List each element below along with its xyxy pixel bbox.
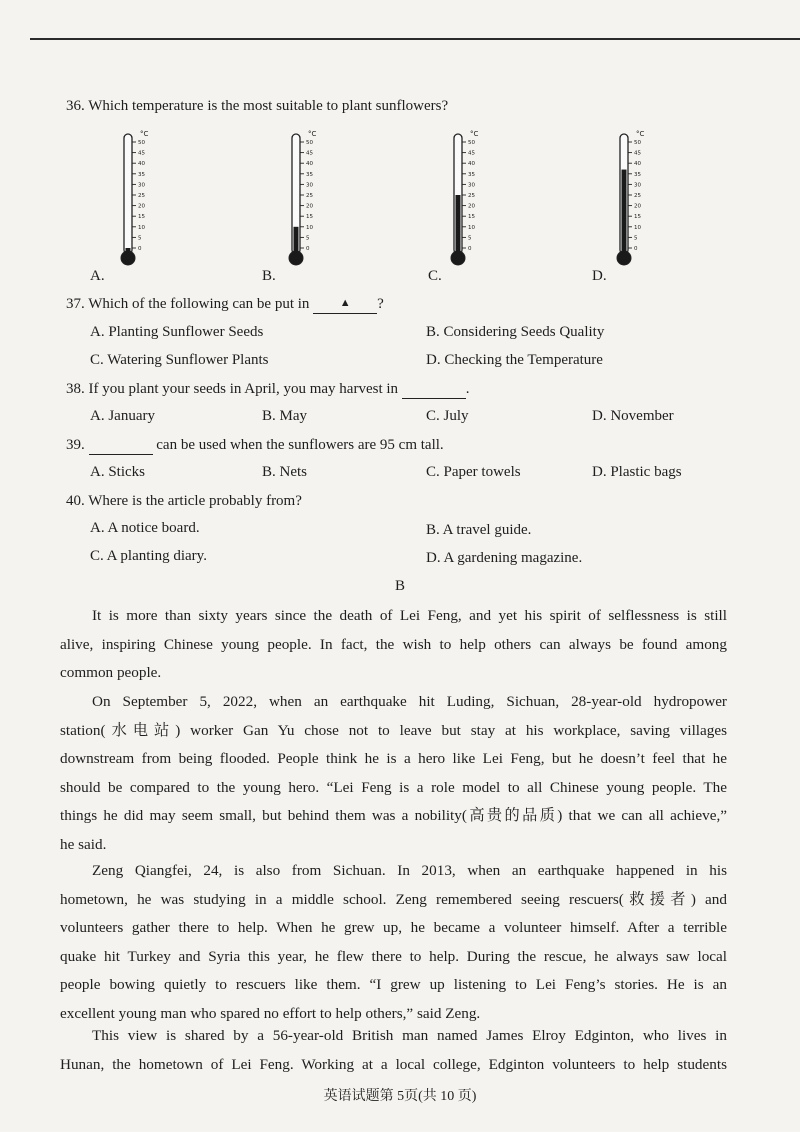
passage-line: station(水电站) worker Gan Yu chose not to leave but stay at his workplace, saving villages <box>60 721 727 739</box>
answer-blank-38[interactable] <box>402 381 466 399</box>
unit-label: °C <box>470 130 479 138</box>
option-38-d[interactable]: D. November <box>592 408 674 424</box>
tick-label: 10 <box>468 224 475 231</box>
passage-line: should be compared to the young hero. “Lei Feng is a role model to all Chinese young people. The <box>60 778 727 796</box>
tick-label: 30 <box>468 182 475 189</box>
passage-line: excellent young man who spared no effort to help others,” said Zeng. <box>60 1004 481 1022</box>
thermometer-d-icon <box>606 128 666 268</box>
tick-label: 15 <box>306 214 313 221</box>
option-39-a[interactable]: A. Sticks <box>90 464 146 480</box>
thermometer-tube <box>124 134 132 254</box>
tick-label: 35 <box>468 171 475 178</box>
question-38-mark: . <box>465 381 470 397</box>
tick-label: 45 <box>138 150 145 157</box>
tick-label: 5 <box>468 235 472 242</box>
question-40: 40. Where is the article probably from? <box>66 493 302 509</box>
question-37-mark: ? <box>377 296 384 312</box>
question-38 <box>66 381 470 399</box>
question-38-text: 38. If you plant your seeds in April, you may harvest in <box>66 381 399 397</box>
tick-label: 15 <box>634 214 641 221</box>
tick-label: 30 <box>306 182 313 189</box>
option-40-a[interactable]: A. A notice board. <box>90 520 200 536</box>
tick-label: 15 <box>468 214 475 221</box>
tick-label: 20 <box>138 203 145 210</box>
question-39-text: can be used when the sunflowers are 95 cm tall. <box>156 437 444 453</box>
passage-line: volunteers gather there to help. When he grew up, he became a volunteer himself. After a terrible <box>60 919 727 936</box>
tick-label: 0 <box>138 246 142 252</box>
passage-line: people bowing quietly to rescuers like them. “I grew up listening to Lei Feng’s stories. He is an <box>60 976 727 993</box>
mercury-column <box>456 195 461 256</box>
option-40-b[interactable]: B. A travel guide. <box>426 522 532 538</box>
passage-paragraph-3 <box>60 857 727 1028</box>
passage-line: quake hit Turkey and Syria this year, he flew there to help. During the rescue, he always saw local <box>60 947 727 965</box>
passage-line: hometown, he was studying in a middle school. Zeng remembered seeing rescuers(救援者) and <box>60 890 727 908</box>
passage-line: It is more than sixty years since the death of Lei Feng, and yet his spirit of selflessness is still <box>92 607 727 624</box>
answer-blank-37[interactable] <box>313 296 377 314</box>
mercury-column <box>126 248 131 256</box>
unit-label: °C <box>308 130 317 138</box>
tick-label: 50 <box>138 140 145 146</box>
tick-label: 40 <box>634 161 641 168</box>
option-37-d[interactable]: D. Checking the Temperature <box>426 352 603 368</box>
tick-label: 15 <box>138 214 145 221</box>
option-36-a[interactable]: A. <box>90 268 105 284</box>
passage-line: alive, inspiring Chinese young people. In fact, the wish to help others can always be found among <box>60 635 727 653</box>
passage-line: things he did may seem small, but behind them was a nobility(高贵的品质) that we can all achieve,” <box>60 807 727 824</box>
mercury-column <box>622 170 627 256</box>
option-39-c[interactable]: C. Paper towels <box>426 464 521 480</box>
option-37-b[interactable]: B. Considering Seeds Quality <box>426 324 605 340</box>
tick-label: 50 <box>306 140 313 146</box>
answer-blank-39[interactable] <box>89 437 153 455</box>
tick-label: 20 <box>468 203 475 210</box>
question-37-text: 37. Which of the following can be put in <box>66 296 310 312</box>
header-rule <box>30 38 800 40</box>
tick-label: 40 <box>468 161 475 168</box>
option-39-b[interactable]: B. Nets <box>262 464 307 480</box>
passage-line: he said. <box>60 835 107 853</box>
tick-label: 35 <box>306 171 313 178</box>
mercury-column <box>294 227 299 256</box>
question-37 <box>66 296 384 314</box>
passage-paragraph-4 <box>60 1022 727 1079</box>
tick-label: 35 <box>634 171 641 178</box>
tick-label: 45 <box>306 150 313 157</box>
tick-label: 10 <box>634 224 641 231</box>
option-36-d[interactable]: D. <box>592 268 607 284</box>
tick-label: 5 <box>306 235 310 242</box>
passage-line: downstream from being flooded. People think he is a hero like Lei Feng, but he doesn’t feel that he <box>60 750 727 767</box>
tick-label: 25 <box>306 193 313 199</box>
question-39-number: 39. <box>66 437 85 453</box>
tick-label: 35 <box>138 171 145 178</box>
tick-label: 50 <box>634 140 641 146</box>
tick-label: 0 <box>634 246 638 252</box>
tick-label: 10 <box>306 224 313 231</box>
passage-line: common people. <box>60 664 162 681</box>
tick-label: 5 <box>138 235 142 242</box>
thermometer-b-icon <box>278 128 338 268</box>
option-37-a[interactable]: A. Planting Sunflower Seeds <box>90 324 264 340</box>
tick-label: 25 <box>138 193 145 199</box>
tick-label: 5 <box>634 235 638 242</box>
passage-paragraph-2 <box>60 688 727 859</box>
unit-label: °C <box>140 130 149 138</box>
tick-label: 30 <box>634 182 641 189</box>
tick-label: 25 <box>634 193 641 199</box>
passage-paragraph-1 <box>60 602 727 688</box>
passage-line: This view is shared by a 56-year-old British man named James Elroy Edginton, who lives in <box>92 1027 727 1044</box>
tick-label: 25 <box>468 193 475 199</box>
option-36-c[interactable]: C. <box>428 268 442 284</box>
tick-label: 30 <box>138 182 145 189</box>
passage-line: On September 5, 2022, when an earthquake hit Luding, Sichuan, 28-year-old hydropower <box>92 693 727 710</box>
triangle-icon: ▲ <box>339 297 351 309</box>
tick-label: 50 <box>468 140 475 146</box>
passage-line: Zeng Qiangfei, 24, is also from Sichuan. In 2013, when an earthquake happened in his <box>92 862 727 879</box>
option-38-b[interactable]: B. May <box>262 408 307 424</box>
thermometer-a-icon <box>110 128 170 268</box>
option-36-b[interactable]: B. <box>262 268 276 284</box>
option-38-c[interactable]: C. July <box>426 408 469 424</box>
page-footer: 英语试题第 5页(共 10 页) <box>323 1089 477 1104</box>
option-40-c[interactable]: C. A planting diary. <box>90 548 207 564</box>
option-38-a[interactable]: A. January <box>90 408 155 424</box>
passage-line: Hunan, the hometown of Lei Feng. Working at a local college, Edginton volunteers to help students <box>60 1055 727 1073</box>
option-39-d[interactable]: D. Plastic bags <box>592 464 682 480</box>
unit-label: °C <box>636 130 645 138</box>
question-39 <box>66 437 444 455</box>
tick-label: 45 <box>468 150 475 157</box>
option-40-d[interactable]: D. A gardening magazine. <box>426 550 583 566</box>
tick-label: 10 <box>138 224 145 231</box>
question-36: 36. Which temperature is the most suitable to plant sunflowers? <box>66 98 449 114</box>
tick-label: 20 <box>634 203 641 210</box>
tick-label: 0 <box>306 246 310 252</box>
tick-label: 20 <box>306 203 313 210</box>
tick-label: 40 <box>306 161 313 168</box>
thermometer-c-icon <box>440 128 500 268</box>
tick-label: 45 <box>634 150 641 157</box>
tick-label: 0 <box>468 246 472 252</box>
option-37-c[interactable]: C. Watering Sunflower Plants <box>90 352 269 368</box>
tick-label: 40 <box>138 161 145 168</box>
section-label: B <box>394 578 405 594</box>
